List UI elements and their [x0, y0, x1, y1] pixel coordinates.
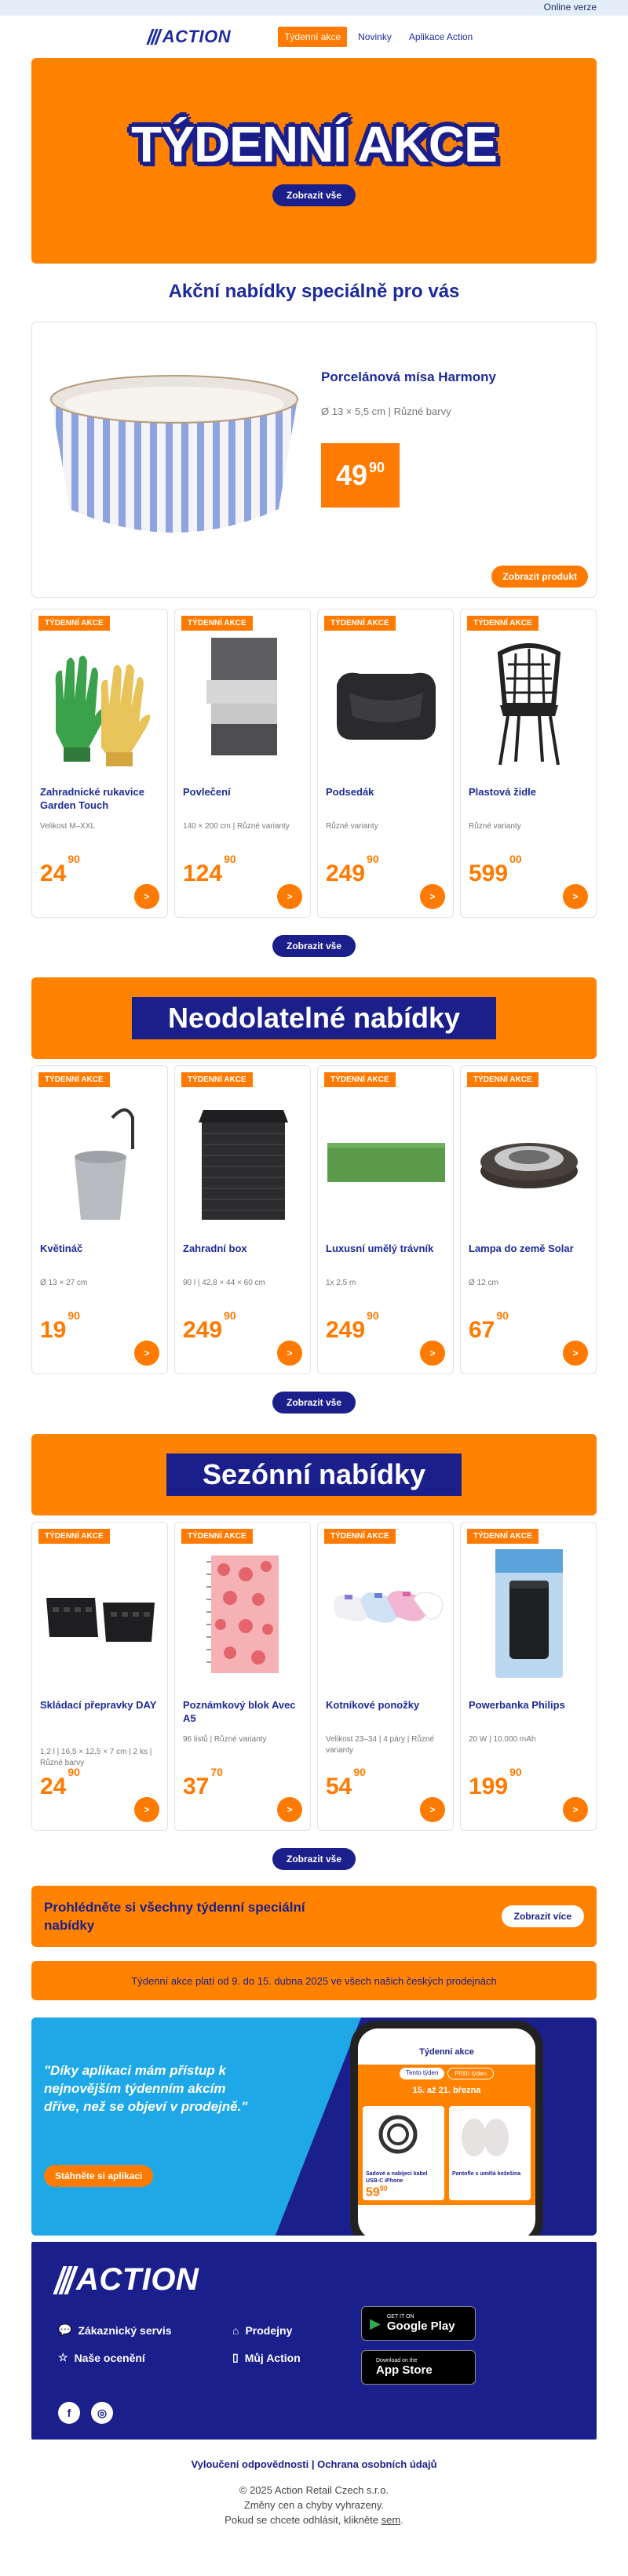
section-title: Akční nabídky speciálně pro vás: [168, 281, 460, 302]
weekly-deal-tag: TÝDENNÍ AKCE: [38, 1072, 110, 1087]
product-meta: 1,2 l | 16,5 × 12,5 × 7 cm | 2 ks | Různé barvy: [40, 1748, 152, 1767]
arrow-right-icon[interactable]: >: [277, 884, 302, 909]
screen-item-name: Pantofle s umělá kožešina: [452, 2171, 521, 2177]
irresistible-offers-banner: [31, 977, 597, 1059]
screen-tab: Příští týden: [447, 2068, 493, 2079]
product-name[interactable]: Lampa do země Solar: [469, 1243, 574, 1254]
price-main: 24: [40, 860, 67, 886]
screen-tabs: [358, 2065, 535, 2083]
banner-title: Sezónní nabídky: [166, 1454, 462, 1496]
notebook-icon: [183, 1543, 304, 1684]
bedding-icon: [183, 630, 304, 771]
validity-notice: [31, 1961, 597, 2000]
product-name[interactable]: Luxusní umělý trávník: [326, 1243, 434, 1254]
main-nav: [278, 27, 479, 47]
product-name[interactable]: Poznámkový blok Avec A5: [183, 1699, 296, 1724]
product-card[interactable]: [31, 1065, 168, 1374]
nav-new[interactable]: Novinky: [358, 31, 392, 42]
price-main: 37: [183, 1774, 210, 1799]
google-play-badge[interactable]: [361, 2306, 476, 2341]
powerbank-icon: [469, 1543, 590, 1684]
cable-icon: [363, 2106, 433, 2161]
product-grid-1: [31, 609, 597, 918]
weekly-deal-tag: TÝDENNÍ AKCE: [181, 1529, 253, 1544]
product-meta: Ø 13 × 27 cm: [40, 1279, 88, 1287]
nav-app[interactable]: Aplikace Action: [408, 31, 473, 42]
price-main: 124: [183, 860, 223, 886]
slippers-icon: [449, 2106, 520, 2161]
weekly-deal-tag: TÝDENNÍ AKCE: [38, 616, 110, 631]
logo-slashes-icon: [149, 29, 159, 45]
hero-show-all-button[interactable]: Zobrazit vše: [272, 184, 356, 206]
product-price: [326, 1766, 366, 1800]
weekly-deal-tag: TÝDENNÍ AKCE: [181, 1072, 253, 1087]
price-main: 599: [469, 860, 509, 886]
product-card[interactable]: [317, 1522, 454, 1831]
price-cents: 90: [509, 1766, 522, 1778]
arrow-right-icon[interactable]: >: [420, 1341, 445, 1366]
product-meta: Velikost 23–34 | 4 páry | Různé varianty: [326, 1735, 435, 1755]
show-more-button[interactable]: Zobrazit více: [502, 1905, 584, 1927]
price-main: 67: [469, 1317, 495, 1343]
price-cents: 90: [353, 1766, 366, 1778]
featured-product-card[interactable]: [31, 322, 597, 598]
featured-price-main: 49: [335, 459, 367, 491]
screen-tab: Tento týden: [400, 2068, 444, 2079]
show-product-button[interactable]: Zobrazit produkt: [491, 566, 588, 588]
unsubscribe-text: Pokud se chcete odhlásit, klikněte: [225, 2514, 379, 2526]
weekly-deal-tag: TÝDENNÍ AKCE: [467, 1529, 539, 1544]
chat-icon: 💬: [58, 2323, 72, 2336]
banner-title: Neodolatelné nabídky: [132, 997, 496, 1039]
folding-crates-icon: [40, 1543, 161, 1684]
booster-seat-icon: [326, 630, 447, 771]
app-store-badge[interactable]: [361, 2350, 476, 2385]
link-label: Naše ocenění: [74, 2351, 145, 2364]
see-all-deals-text: Prohlédněte si všechny týdenní speciální nabídky: [44, 1900, 305, 1933]
product-meta: 1x 2,5 m: [326, 1279, 356, 1287]
download-app-button[interactable]: Stáhněte si aplikaci: [44, 2165, 153, 2187]
screen-item: [449, 2106, 531, 2200]
product-card[interactable]: [460, 1522, 597, 1831]
badge-text: App Store: [376, 2363, 433, 2377]
price-cents: 70: [210, 1766, 223, 1778]
home-icon: ⌂: [232, 2323, 239, 2337]
arrow-right-icon[interactable]: >: [134, 1341, 159, 1366]
arrow-right-icon[interactable]: >: [134, 1797, 159, 1822]
product-name[interactable]: Powerbanka Philips: [469, 1699, 565, 1711]
product-grid-3: [31, 1522, 597, 1831]
awards-link[interactable]: [58, 2351, 232, 2364]
price-cents: 90: [68, 853, 80, 865]
product-price: [326, 853, 379, 887]
hero-title: TÝDENNÍ AKCE: [131, 116, 497, 173]
product-name[interactable]: Zahradnické rukavice Garden Touch: [40, 786, 144, 811]
featured-price-cents: 90: [369, 459, 385, 475]
product-name[interactable]: Skládací přepravky DAY: [40, 1699, 157, 1711]
product-name[interactable]: Květináč: [40, 1243, 83, 1254]
badge-small-text: GET IT ON: [386, 2313, 414, 2319]
price-cents: 90: [224, 853, 236, 865]
app-promo: [31, 2018, 597, 2236]
validity-text: Týdenní akce platí od 9. do 15. dubna 2025 ve všech našich českých prodejnách: [131, 1974, 497, 1987]
product-meta: Velikost M–XXL: [40, 822, 96, 831]
arrow-right-icon[interactable]: >: [134, 884, 159, 909]
artificial-grass-icon: [326, 1086, 447, 1228]
my-action-link[interactable]: [232, 2351, 366, 2364]
screen-price-cents: 90: [379, 2185, 388, 2192]
weekly-deal-tag: TÝDENNÍ AKCE: [324, 1072, 396, 1087]
arrow-right-icon[interactable]: >: [563, 884, 588, 909]
badge-text: Google Play: [386, 2319, 455, 2333]
price-cents: 90: [496, 1309, 509, 1322]
product-name[interactable]: Kotníkové ponožky: [326, 1699, 420, 1711]
flowerpot-icon: [40, 1086, 161, 1228]
screen-title: Týdenní akce: [358, 2028, 535, 2065]
separator: |: [311, 2458, 318, 2470]
screen-date: 15. až 21. března: [358, 2083, 535, 2101]
see-all-deals-banner: [31, 1886, 597, 1947]
product-meta: 90 l | 42,8 × 44 × 60 cm: [183, 1279, 265, 1287]
weekly-deal-tag: TÝDENNÍ AKCE: [467, 1072, 539, 1087]
weekly-deal-tag: TÝDENNÍ AKCE: [181, 616, 253, 631]
product-price: [40, 1766, 80, 1800]
featured-product-meta: Ø 13 × 5,5 cm | Různé barvy: [321, 406, 451, 417]
solar-lamp-icon: [469, 1086, 590, 1228]
product-grid-2: [31, 1065, 597, 1374]
facebook-icon[interactable]: f: [58, 2402, 80, 2424]
product-price: [183, 853, 236, 887]
price-cents: 90: [68, 1309, 80, 1322]
garden-box-icon: [183, 1086, 304, 1228]
instagram-icon[interactable]: ◎: [91, 2402, 113, 2424]
product-price: [469, 1766, 522, 1800]
privacy-link[interactable]: Ochrana osobních údajů: [317, 2458, 437, 2470]
product-card[interactable]: [31, 609, 168, 918]
product-meta: 140 × 200 cm | Různé varianty: [183, 822, 290, 831]
legal-links: [31, 2458, 597, 2470]
copyright-line: © 2025 Action Retail Czech s.r.o.: [239, 2484, 389, 2496]
phone-screen: [358, 2028, 535, 2236]
top-bar: [0, 0, 628, 16]
arrow-right-icon[interactable]: >: [420, 884, 445, 909]
product-price: [326, 1309, 379, 1344]
screen-item-name: Sadové a nabíjecí kabel USB-C iPhone: [366, 2171, 428, 2184]
stores-link[interactable]: [232, 2323, 366, 2337]
striped-bowl-icon: [43, 368, 305, 548]
price-main: 24: [40, 1774, 67, 1799]
screen-items: [358, 2101, 535, 2205]
arrow-right-icon[interactable]: >: [563, 1797, 588, 1822]
screen-item: [363, 2106, 444, 2200]
arrow-right-icon[interactable]: >: [277, 1341, 302, 1366]
price-cents: 00: [509, 853, 522, 865]
product-price: [469, 853, 522, 887]
footer: [31, 2242, 597, 2440]
logo-text: ACTION: [162, 27, 232, 46]
logo-slashes-icon: [58, 2266, 73, 2294]
header: [31, 16, 597, 58]
product-card[interactable]: [31, 1522, 168, 1831]
footer-links: [58, 2323, 366, 2364]
price-cents: 90: [68, 1766, 80, 1778]
unsubscribe-dot: .: [400, 2514, 403, 2526]
product-price: [40, 1309, 80, 1344]
footer-action-logo[interactable]: [58, 2262, 199, 2298]
product-name[interactable]: Zahradní box: [183, 1243, 247, 1254]
product-card[interactable]: [174, 1522, 311, 1831]
arrow-right-icon[interactable]: >: [420, 1797, 445, 1822]
unsubscribe-line: [31, 2512, 597, 2527]
show-all-button[interactable]: Zobrazit vše: [272, 935, 356, 957]
product-card[interactable]: [174, 1065, 311, 1374]
link-label: Zákaznický servis: [78, 2323, 172, 2337]
app-quote: "Díky aplikaci mám přístup k nejnovějším týdenním akcím dříve, než se objeví v prodejně.": [44, 2063, 248, 2114]
seasonal-offers-banner: [31, 1434, 597, 1515]
product-meta: Různé varianty: [326, 822, 378, 831]
link-label: Můj Action: [244, 2351, 301, 2364]
nav-weekly-deals[interactable]: Týdenní akce: [278, 27, 347, 47]
price-main: 19: [40, 1317, 67, 1343]
product-meta: Různé varianty: [469, 822, 521, 831]
show-all-button[interactable]: Zobrazit vše: [272, 1392, 356, 1414]
product-card[interactable]: [460, 609, 597, 918]
unsubscribe-link[interactable]: sem: [381, 2514, 401, 2526]
product-name[interactable]: Plastová židle: [469, 786, 536, 798]
phone-icon: ▯: [232, 2351, 239, 2363]
price-cents: 90: [367, 853, 379, 865]
app-promo-background: [31, 2018, 361, 2236]
product-name[interactable]: Podsedák: [326, 786, 374, 798]
product-price: [469, 1309, 509, 1344]
product-name[interactable]: Povlečení: [183, 786, 231, 798]
product-meta: 20 W | 10.000 mAh: [469, 1735, 536, 1744]
online-version-link[interactable]: Online verze: [543, 2, 597, 13]
product-price: [183, 1309, 236, 1344]
price-main: 54: [326, 1774, 352, 1799]
price-main: 249: [183, 1317, 223, 1343]
product-card[interactable]: [460, 1065, 597, 1374]
product-card[interactable]: [317, 1065, 454, 1374]
hero-banner: [31, 58, 597, 264]
action-logo[interactable]: [149, 27, 231, 47]
price-main: 249: [326, 860, 366, 886]
show-all-button[interactable]: Zobrazit vše: [272, 1848, 356, 1870]
award-icon: ☆: [58, 2351, 68, 2363]
arrow-right-icon[interactable]: >: [277, 1797, 302, 1822]
price-main: 199: [469, 1774, 509, 1799]
disclaimer-link[interactable]: Vyloučení odpovědnosti: [191, 2458, 309, 2470]
screen-item-price: [366, 2185, 388, 2199]
copyright: [31, 2483, 597, 2527]
google-play-icon: ▶: [370, 2315, 381, 2331]
phone-mockup: [350, 2021, 543, 2236]
product-card[interactable]: [174, 609, 311, 918]
gloves-icon: [40, 630, 161, 771]
featured-price: [321, 443, 400, 508]
screen-price-main: 59: [366, 2185, 380, 2199]
price-cents: 90: [224, 1309, 236, 1322]
price-disclaimer: Změny cen a chyby vyhrazeny.: [243, 2499, 385, 2511]
weekly-deal-tag: TÝDENNÍ AKCE: [467, 616, 539, 631]
price-cents: 90: [367, 1309, 379, 1322]
link-label: Prodejny: [245, 2323, 293, 2337]
logo-text: ACTION: [76, 2262, 199, 2297]
product-meta: Ø 12 cm: [469, 1279, 498, 1287]
weekly-deal-tag: TÝDENNÍ AKCE: [324, 1529, 396, 1544]
customer-service-link[interactable]: [58, 2323, 232, 2337]
weekly-deal-tag: TÝDENNÍ AKCE: [38, 1529, 110, 1544]
weekly-deal-tag: TÝDENNÍ AKCE: [324, 616, 396, 631]
arrow-right-icon[interactable]: >: [563, 1341, 588, 1366]
product-meta: 96 listů | Různé varianty: [183, 1735, 267, 1744]
product-price: [183, 1766, 223, 1800]
chair-icon: [469, 630, 590, 771]
featured-product-name[interactable]: Porcelánová mísa Harmony: [321, 369, 496, 384]
badge-small-text: Download on the: [376, 2357, 418, 2363]
price-main: 249: [326, 1317, 366, 1343]
product-price: [40, 853, 80, 887]
product-card[interactable]: [317, 609, 454, 918]
socks-icon: [326, 1543, 447, 1684]
